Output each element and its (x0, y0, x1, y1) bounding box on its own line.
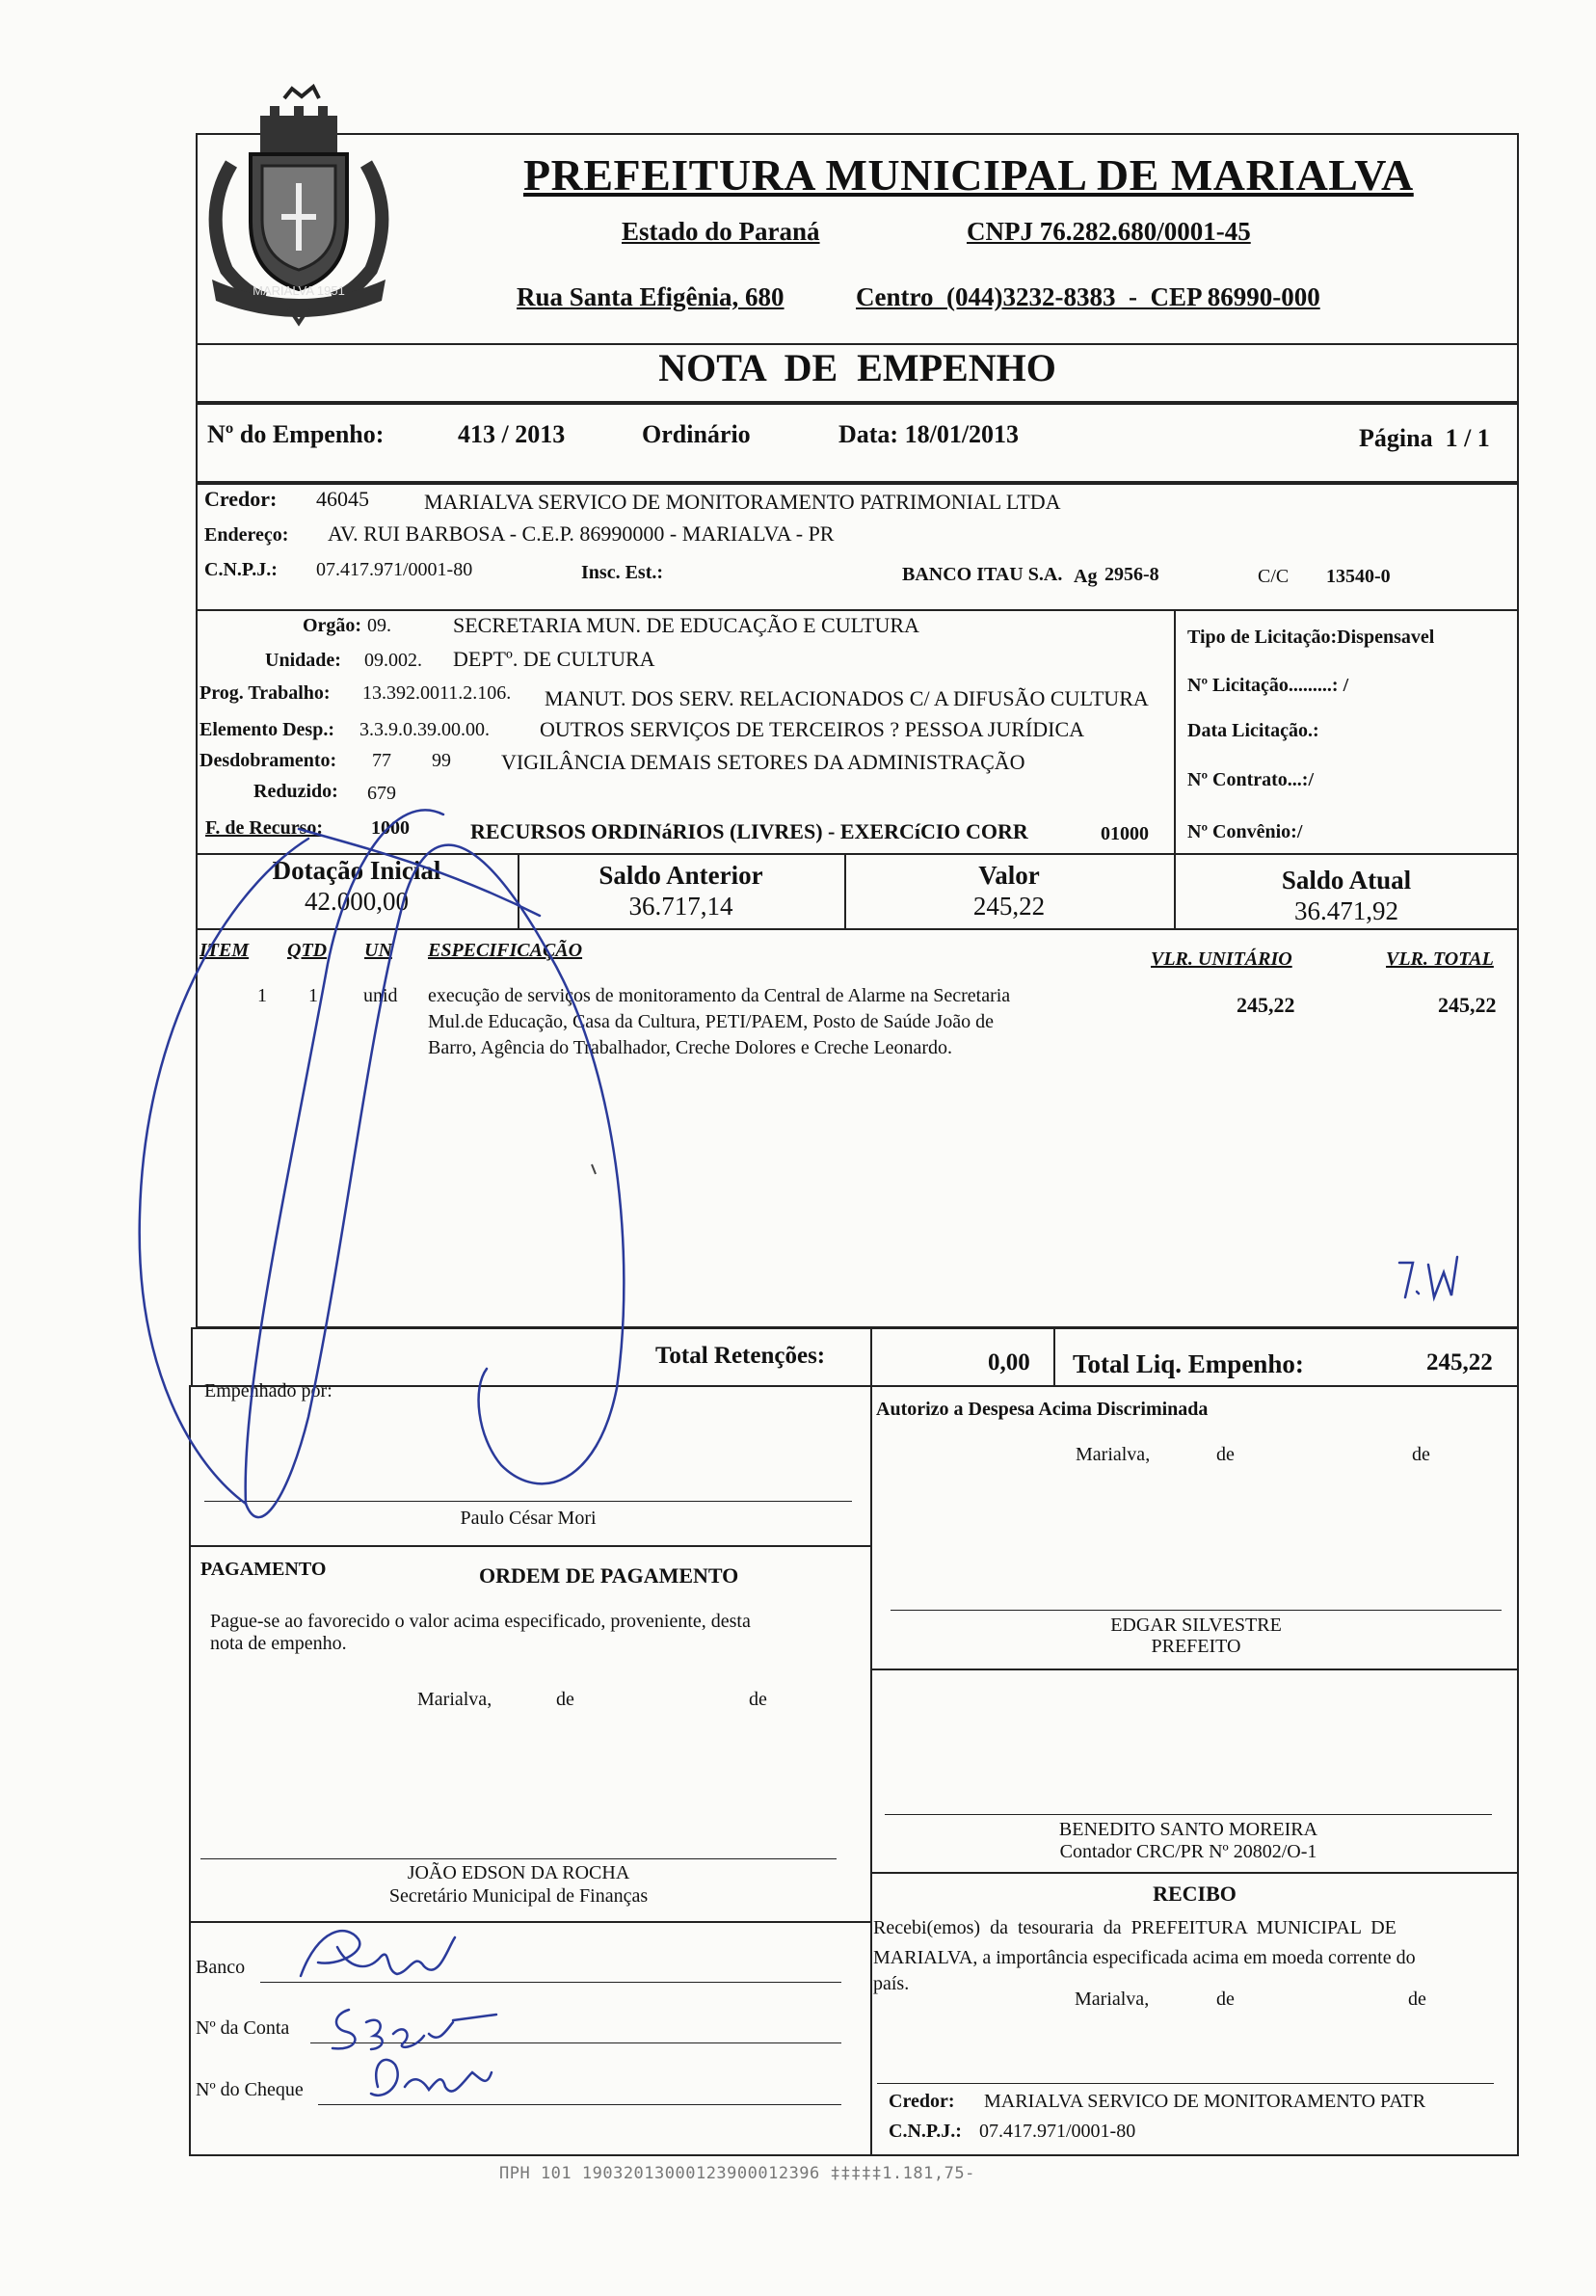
recibo-sign-line (877, 2083, 1494, 2084)
tipo-licitacao: Tipo de Licitação:Dispensavel (1187, 627, 1435, 648)
cheque-label: Nº do Cheque (196, 2079, 304, 2100)
prog-trabalho-code: 13.392.0011.2.106. (362, 682, 512, 704)
total-liq-empenho-value: 245,22 (1426, 1349, 1493, 1375)
desdobramento-desc: VIGILÂNCIA DEMAIS SETORES DA ADMINISTRAÇÃO (501, 750, 1025, 774)
document-title: NOTA DE EMPENHO (658, 346, 1056, 389)
col-header-item: ITEM (200, 940, 250, 961)
desdobramento-label: Desdobramento: (200, 750, 337, 771)
agency-number: 2956-8 (1104, 564, 1159, 585)
pagamento-top-line (189, 1545, 870, 1547)
recibo-cnpj-label: C.N.P.J.: (889, 2121, 962, 2142)
district-phone-cep: Centro (044)3232-8383 - CEP 86990-000 (856, 282, 1320, 311)
banco-line (260, 1982, 841, 1983)
item-desc-line1: execução de serviços de monitoramento da Central de Alarme na Secretaria (428, 985, 1011, 1006)
col-header-qtd: QTD (287, 940, 328, 961)
account-number: 13540-0 (1326, 566, 1391, 587)
numero-licitacao: Nº Licitação.........: / (1187, 675, 1349, 696)
numero-contrato: Nº Contrato...:/ (1187, 769, 1315, 790)
prog-trabalho-label: Prog. Trabalho: (200, 682, 331, 704)
credor-cnpj-label: C.N.P.J.: (204, 559, 278, 580)
item-qtd: 1 (308, 985, 318, 1006)
credor-label: Credor: (204, 487, 278, 511)
numero-convenio: Nº Convênio:/ (1187, 821, 1303, 842)
pague-se-line2: nota de empenho. (210, 1633, 347, 1654)
total-liq-empenho-label: Total Liq. Empenho: (1073, 1349, 1304, 1378)
empenho-type: Ordinário (642, 420, 751, 448)
recibo-line2: MARIALVA, a importância especificada acima em moeda corrente do (873, 1947, 1416, 1968)
recibo-credor-name: MARIALVA SERVICO DE MONITORAMENTO PATR (984, 2091, 1426, 2112)
contador-role: Contador CRC/PR Nº 20802/O-1 (1059, 1841, 1317, 1862)
elemento-desc: OUTROS SERVIÇOS DE TERCEIROS ? PESSOA JURÍDICA (540, 717, 1085, 741)
credor-name: MARIALVA SERVICO DE MONITORAMENTO PATRIMONIAL LTDA (424, 490, 1061, 514)
data-licitacao: Data Licitação.: (1187, 720, 1319, 741)
item-number: 1 (257, 985, 267, 1006)
dotacao-label: Dotação Inicial (272, 856, 441, 885)
recibo-credor-label: Credor: (889, 2091, 955, 2112)
orgao-desc: SECRETARIA MUN. DE EDUCAÇÃO E CULTURA (453, 613, 919, 637)
item-total-value: 245,22 (1438, 993, 1497, 1017)
saldo-atual-value: 36.471,92 (1294, 896, 1398, 925)
contador-name: BENEDITO SANTO MOREIRA (1058, 1819, 1318, 1840)
recibo-line3: país. (873, 1973, 910, 1994)
item-un: unid (363, 985, 398, 1006)
account-label: C/C (1258, 566, 1290, 587)
recibo-marialva: Marialva, (1075, 1989, 1150, 2010)
empenho-number-label: Nº do Empenho: (207, 420, 385, 448)
bank-name: BANCO ITAU S.A. (902, 564, 1063, 585)
conta-label: Nº da Conta (196, 2017, 290, 2039)
empenhado-sign-line (204, 1501, 852, 1502)
prefeito-bottom-line (870, 1669, 1519, 1670)
insc-est-label: Insc. Est.: (581, 562, 664, 583)
pagamento-marialva: Marialva, (417, 1689, 492, 1710)
item-desc-line2: Mul.de Educação, Casa da Cultura, PETI/PAEM, Posto de Saúde João de (428, 1011, 994, 1032)
item-unit-value: 245,22 (1237, 993, 1295, 1017)
empenho-number: 413 / 2013 (458, 420, 566, 448)
col-header-vlr-total: VLR. TOTAL (1386, 948, 1494, 970)
saldo-anterior-label: Saldo Anterior (598, 861, 763, 890)
svg-text:MARIALVA 1951: MARIALVA 1951 (253, 283, 345, 298)
empenho-date: Data: 18/01/2013 (838, 420, 1020, 448)
pagamento-label: PAGAMENTO (200, 1559, 327, 1580)
col-header-vlr-unitario: VLR. UNITÁRIO (1151, 948, 1292, 970)
pagamento-de-2: de (749, 1689, 767, 1710)
prefeito-name: EDGAR SILVESTRE (1110, 1615, 1282, 1636)
reduzido-value: 679 (367, 783, 396, 804)
banco-top-line (189, 1921, 870, 1923)
footer-machine-code: ПРН 101 19032013000123900012396 ‡‡‡‡‡1.181,75- (499, 2164, 975, 2183)
recibo-de-2: de (1408, 1989, 1426, 2010)
pague-se-line1: Pague-se ao favorecido o valor acima especificado, proveniente, desta (210, 1611, 751, 1632)
endereco-label: Endereço: (204, 524, 289, 546)
credor-address: AV. RUI BARBOSA - C.E.P. 86990000 - MARIALVA - PR (328, 521, 835, 546)
elemento-label: Elemento Desp.: (200, 719, 334, 740)
empenhado-por-label: Empenhado por: (204, 1380, 332, 1402)
fonte-recurso-desc: RECURSOS ORDINáRIOS (LIVRES) - EXERCíCIO CORR (470, 819, 1028, 843)
orgao-code: 09. (367, 615, 391, 636)
recibo-label: RECIBO (1153, 1882, 1237, 1906)
desdobramento-a: 77 (372, 750, 391, 771)
empenhado-name: Paulo César Mori (460, 1508, 597, 1529)
recibo-line1: Recebi(emos) da tesouraria da PREFEITURA MUNICIPAL DE (873, 1917, 1396, 1938)
banco-label: Banco (196, 1957, 246, 1978)
valor-value: 245,22 (972, 892, 1046, 921)
secretario-sign-line (200, 1858, 837, 1859)
recibo-top-line (870, 1872, 1519, 1874)
saldo-atual-label: Saldo Atual (1281, 866, 1412, 894)
autorizo-de-1: de (1216, 1444, 1235, 1465)
signatures-divider (870, 1385, 872, 2156)
secretario-name: JOÃO EDSON DA ROCHA (407, 1862, 630, 1883)
fonte-recurso-code2: 01000 (1101, 823, 1149, 844)
coat-of-arms-logo (193, 77, 405, 337)
prefeito-role: PREFEITO (1151, 1636, 1241, 1657)
saldo-anterior-value: 36.717,14 (628, 892, 733, 921)
item-desc-line3: Barro, Agência do Trabalhador, Creche Dolores e Creche Leonardo. (428, 1037, 953, 1058)
prog-trabalho-desc: MANUT. DOS SERV. RELACIONADOS C/ A DIFUSÃO CULTURA (545, 686, 1149, 710)
reduzido-label: Reduzido: (253, 781, 338, 802)
total-retencoes-label: Total Retenções: (655, 1343, 826, 1369)
credor-cnpj: 07.417.971/0001-80 (316, 559, 473, 580)
contador-sign-line (885, 1814, 1492, 1815)
desdobramento-b: 99 (432, 750, 451, 771)
autorizo-de-2: de (1412, 1444, 1430, 1465)
total-retencoes-value: 0,00 (988, 1349, 1030, 1375)
autorizo-label: Autorizo a Despesa Acima Discriminada (876, 1399, 1209, 1420)
fonte-recurso-code: 1000 (371, 817, 410, 839)
autorizo-marialva: Marialva, (1076, 1444, 1151, 1465)
totals-box (191, 1327, 1519, 1387)
credor-code: 46045 (316, 487, 369, 511)
cheque-line (318, 2104, 841, 2105)
prefeito-sign-line (891, 1610, 1502, 1611)
dotacao-value: 42.000,00 (305, 887, 409, 916)
municipality-cnpj: CNPJ 76.282.680/0001-45 (967, 217, 1251, 246)
recibo-cnpj: 07.417.971/0001-80 (979, 2121, 1136, 2142)
unidade-label: Unidade: (265, 650, 341, 671)
secretario-role: Secretário Municipal de Finanças (388, 1885, 649, 1907)
recibo-de-1: de (1216, 1989, 1235, 2010)
agency-label: Ag (1074, 566, 1098, 587)
totals-divider-2 (1053, 1327, 1055, 1387)
licitacao-divider (1174, 609, 1176, 855)
valor-label: Valor (978, 861, 1040, 890)
ordem-pagamento-label: ORDEM DE PAGAMENTO (479, 1563, 739, 1588)
street-address: Rua Santa Efigênia, 680 (517, 282, 785, 311)
elemento-code: 3.3.9.0.39.00.00. (359, 719, 490, 740)
fonte-recurso-label: F. de Recurso: (205, 817, 324, 839)
pagamento-de-1: de (556, 1689, 574, 1710)
unidade-code: 09.002. (364, 650, 422, 671)
page-number: Página 1 / 1 (1359, 424, 1490, 452)
col-header-especificacao: ESPECIFICAÇÃO (428, 940, 583, 961)
conta-line (310, 2042, 841, 2043)
totals-divider-1 (870, 1327, 872, 1387)
municipality-title: PREFEITURA MUNICIPAL DE MARIALVA (523, 150, 1414, 200)
unidade-desc: DEPTº. DE CULTURA (453, 647, 655, 671)
col-header-un: UN (364, 940, 392, 961)
orgao-label: Orgão: (303, 615, 362, 636)
state-name: Estado do Paraná (622, 217, 820, 246)
